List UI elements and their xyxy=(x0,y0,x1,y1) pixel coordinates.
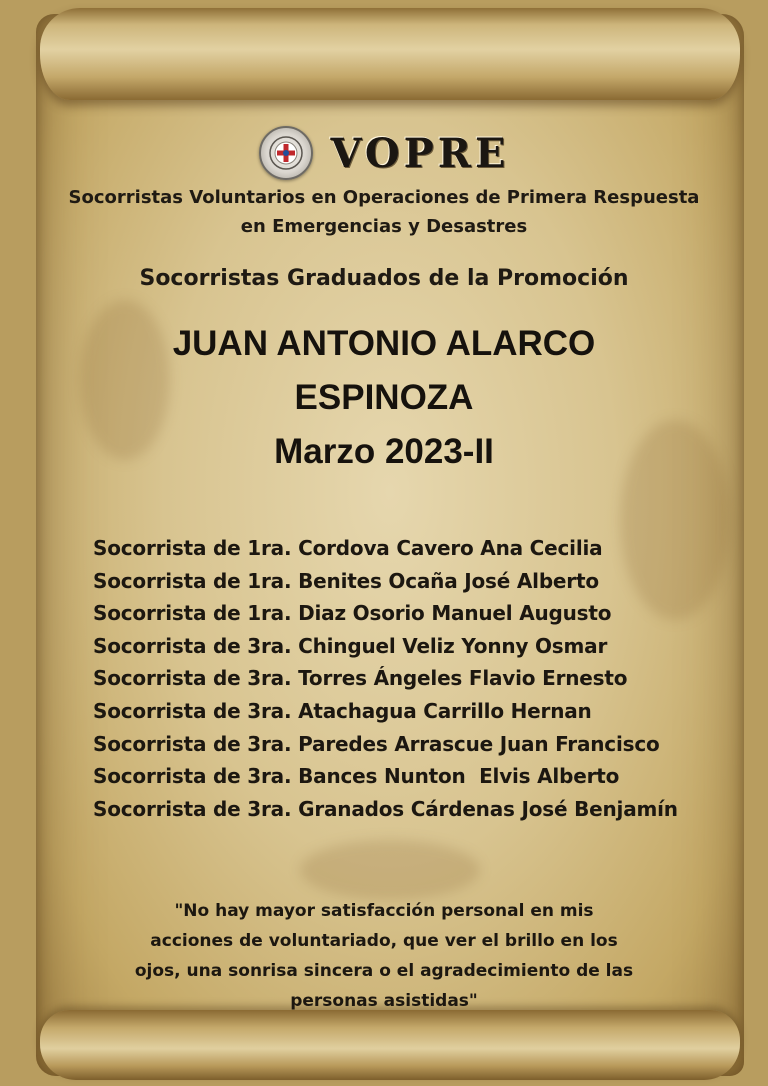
vopre-emblem-icon xyxy=(259,126,313,180)
volunteer-quote: "No hay mayor satisfacción personal en mis acciones de voluntariado, que ver el brillo en los ojos, una sonrisa sincera o el agradecimiento de las personas asistidas" xyxy=(134,901,634,1011)
graduate-item: Socorrista de 1ra. Cordova Cavero Ana Cecilia xyxy=(93,536,603,560)
graduate-item: Socorrista de 3ra. Chinguel Veliz Yonny Osmar xyxy=(93,633,608,658)
graduate-item: Socorrista de 3ra. Granados Cárdenas José Benjamín xyxy=(93,796,678,821)
graduate-item: Socorrista de 1ra. Diaz Osorio Manuel Augusto xyxy=(93,601,612,626)
graduates-list xyxy=(93,532,733,825)
brand-name: VOPRE xyxy=(330,129,510,177)
graduate-item: Socorrista de 3ra. Atachagua Carrillo Hernan xyxy=(93,698,592,723)
organization-subtitle-line1: Socorristas Voluntarios en Operaciones de Primera Respuesta xyxy=(68,187,700,208)
organization-subtitle-line2: en Emergencias y Desastres xyxy=(240,216,528,237)
promotion-name-line1: JUAN ANTONIO ALARCO xyxy=(172,324,596,363)
promotion-label: Socorristas Graduados de la Promoción xyxy=(139,266,629,291)
graduate-item: Socorrista de 3ra. Bances Nunton Elvis Alberto xyxy=(93,764,620,789)
promotion-name-line2: ESPINOZA xyxy=(294,378,474,417)
graduate-item: Socorrista de 3ra. Torres Ángeles Flavio Ernesto xyxy=(93,666,628,691)
promotion-date: Marzo 2023-II xyxy=(274,432,494,471)
graduate-item: Socorrista de 3ra. Paredes Arrascue Juan Francisco xyxy=(93,731,660,756)
graduate-item: Socorrista de 1ra. Benites Ocaña José Alberto xyxy=(93,568,599,593)
brand-header xyxy=(0,126,768,180)
